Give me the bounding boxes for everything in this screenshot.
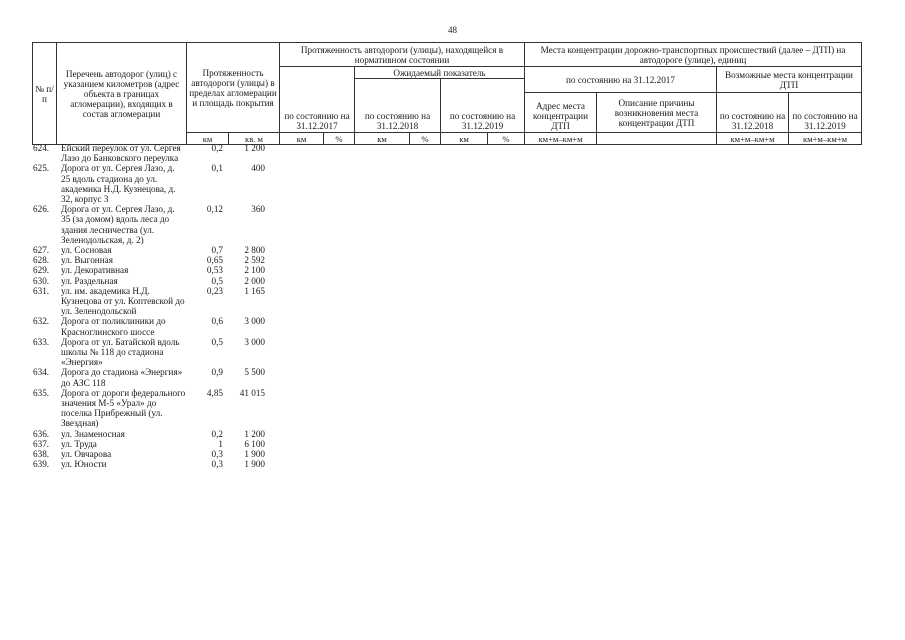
road-area-sq: 400 bbox=[251, 163, 265, 174]
road-length-km: 0,5 bbox=[211, 336, 223, 347]
row-number: 628. bbox=[33, 255, 50, 266]
road-length-km: 0,53 bbox=[206, 265, 223, 276]
road-name: ул. им. академика Н.Д. Кузнецова от ул. Коптевской до ул. Зеленодольской bbox=[61, 285, 185, 317]
row-number: 639. bbox=[33, 459, 50, 470]
road-name: Дорога от дороги федерального значения М-5 «Урал» до поселка Прибрежный (ул. Звездная) bbox=[61, 387, 186, 429]
table-row bbox=[32, 286, 279, 317]
road-length-km: 0,9 bbox=[211, 367, 223, 378]
header-possible-2019: по состоянию на 31.12.2019 bbox=[789, 93, 862, 133]
row-number: 634. bbox=[33, 367, 50, 378]
header-normative: Протяженность автодороги (улицы), находящейся в нормативном состоянии bbox=[280, 43, 525, 67]
road-area-sq: 3 000 bbox=[244, 316, 265, 327]
road-area-sq: 6 100 bbox=[244, 438, 265, 449]
road-name: Дорога от поликлиники до Красноглинского шоссе bbox=[61, 316, 166, 337]
road-name: Дорога от ул. Сергея Лазо, д. 25 вдоль стадиона до ул. академика Н.Д. Кузнецова, д. 32, корпус 3 bbox=[61, 163, 176, 205]
unit-n18-pct: % bbox=[410, 133, 441, 145]
table-row bbox=[32, 337, 279, 368]
unit-reason bbox=[597, 133, 717, 145]
unit-p19: км+м–км+м bbox=[789, 133, 862, 145]
row-number: 632. bbox=[33, 316, 50, 327]
road-length-km: 0,12 bbox=[206, 204, 223, 215]
unit-n17-pct: % bbox=[324, 133, 355, 145]
road-name: ул. Выгонная bbox=[61, 255, 113, 266]
header-dtp-address: Адрес места концентрации ДТП bbox=[525, 93, 597, 133]
table-row bbox=[32, 459, 279, 469]
table-row bbox=[32, 255, 279, 265]
road-length-km: 0,2 bbox=[211, 143, 223, 153]
header-dtp-reason: Описание причины возникновения места концентрации ДТП bbox=[597, 93, 717, 133]
road-area-sq: 1 900 bbox=[244, 459, 265, 470]
header-num: № п/п bbox=[33, 43, 57, 145]
road-length-km: 0,2 bbox=[211, 428, 223, 439]
table-row bbox=[32, 429, 279, 439]
table-row bbox=[32, 367, 279, 387]
road-area-sq: 2 000 bbox=[244, 275, 265, 286]
table-header bbox=[32, 42, 862, 145]
road-name: ул. Овчарова bbox=[61, 449, 112, 460]
road-area-sq: 2 592 bbox=[244, 255, 265, 266]
road-length-km: 0,23 bbox=[206, 285, 223, 296]
unit-n19-pct: % bbox=[488, 133, 525, 145]
table-row bbox=[32, 316, 279, 336]
road-name: ул. Юности bbox=[61, 459, 107, 470]
unit-sq: кв. м bbox=[229, 133, 280, 145]
row-number: 629. bbox=[33, 265, 50, 276]
table-row bbox=[32, 276, 279, 286]
unit-n17-km: км bbox=[280, 133, 324, 145]
road-name: ул. Раздельная bbox=[61, 275, 118, 286]
header-expected: Ожидаемый показатель bbox=[355, 67, 525, 79]
row-number: 635. bbox=[33, 387, 50, 398]
road-area-sq: 1 900 bbox=[244, 449, 265, 460]
road-name: Ейский переулок от ул. Сергея Лазо до Банковского переулка bbox=[61, 143, 181, 164]
table-row bbox=[32, 143, 279, 163]
header-normative-2017: по состоянию на 31.12.2017 bbox=[280, 67, 355, 133]
road-name: ул. Труда bbox=[61, 438, 97, 449]
table-row bbox=[32, 245, 279, 255]
road-name: ул. Сосновая bbox=[61, 245, 112, 256]
unit-p18: км+м–км+м bbox=[717, 133, 789, 145]
header-dtp: Места концентрации дорожно-транспортных происшествий (далее – ДТП) на автодороге (улице), единиц bbox=[525, 43, 862, 67]
road-name: Дорога до стадиона «Энергия» до АЗС 118 bbox=[61, 367, 183, 388]
road-area-sq: 3 000 bbox=[244, 336, 265, 347]
row-number: 637. bbox=[33, 438, 50, 449]
header-dtp-2017: по состоянию на 31.12.2017 bbox=[525, 67, 717, 93]
road-rows bbox=[32, 143, 279, 470]
row-number: 626. bbox=[33, 204, 50, 215]
road-name: ул. Декоративная bbox=[61, 265, 129, 276]
unit-n19-km: км bbox=[441, 133, 488, 145]
road-length-km: 0,3 bbox=[211, 459, 223, 470]
header-possible-2018: по состоянию на 31.12.2018 bbox=[717, 93, 789, 133]
header-name: Перечень автодорог (улиц) с указанием километров (адрес объекта в границах агломерации), входящих в состав агломерации bbox=[57, 43, 187, 145]
page-number: 48 bbox=[448, 25, 457, 35]
row-number: 636. bbox=[33, 428, 50, 439]
road-length-km: 0,65 bbox=[206, 255, 223, 266]
row-number: 633. bbox=[33, 336, 50, 347]
row-number: 627. bbox=[33, 245, 50, 256]
header-length-in-agglo: Протяженность автодороги (улицы) в пределах агломерации и площадь покрытия bbox=[187, 43, 280, 133]
road-length-km: 0,3 bbox=[211, 449, 223, 460]
road-area-sq: 1 165 bbox=[244, 285, 265, 296]
row-number: 624. bbox=[33, 143, 50, 153]
road-length-km: 0,6 bbox=[211, 316, 223, 327]
road-name: ул. Знаменосная bbox=[61, 428, 125, 439]
row-number: 631. bbox=[33, 285, 50, 296]
road-area-sq: 2 100 bbox=[244, 265, 265, 276]
table-row bbox=[32, 388, 279, 429]
unit-km: км bbox=[187, 133, 229, 145]
header-normative-2019: по состоянию на 31.12.2019 bbox=[441, 79, 525, 133]
table-row bbox=[32, 204, 279, 245]
row-number: 630. bbox=[33, 275, 50, 286]
road-length-km: 0,7 bbox=[211, 245, 223, 256]
row-number: 638. bbox=[33, 449, 50, 460]
table-row bbox=[32, 163, 279, 204]
unit-n18-km: км bbox=[355, 133, 410, 145]
header-normative-2018: по состоянию на 31.12.2018 bbox=[355, 79, 441, 133]
table-row bbox=[32, 449, 279, 459]
road-area-sq: 1 200 bbox=[244, 143, 265, 153]
road-length-km: 4,85 bbox=[206, 387, 223, 398]
road-length-km: 0,5 bbox=[211, 275, 223, 286]
row-number: 625. bbox=[33, 163, 50, 174]
unit-addr: км+м–км+м bbox=[525, 133, 597, 145]
road-area-sq: 1 200 bbox=[244, 428, 265, 439]
road-area-sq: 2 800 bbox=[244, 245, 265, 256]
road-area-sq: 360 bbox=[251, 204, 265, 215]
road-name: Дорога от ул. Батайской вдоль школы № 118 до стадиона «Энергия» bbox=[61, 336, 180, 368]
header-possible: Возможные места концентрации ДТП bbox=[717, 67, 862, 93]
table-row bbox=[32, 265, 279, 275]
road-length-km: 1 bbox=[218, 438, 223, 449]
road-area-sq: 5 500 bbox=[244, 367, 265, 378]
road-name: Дорога от ул. Сергея Лазо, д. 35 (за домом) вдоль леса до здания лесничества (ул. Зеленодольская, д. 2) bbox=[61, 204, 175, 245]
table-row bbox=[32, 439, 279, 449]
road-area-sq: 41 015 bbox=[239, 387, 265, 398]
road-length-km: 0,1 bbox=[211, 163, 223, 174]
